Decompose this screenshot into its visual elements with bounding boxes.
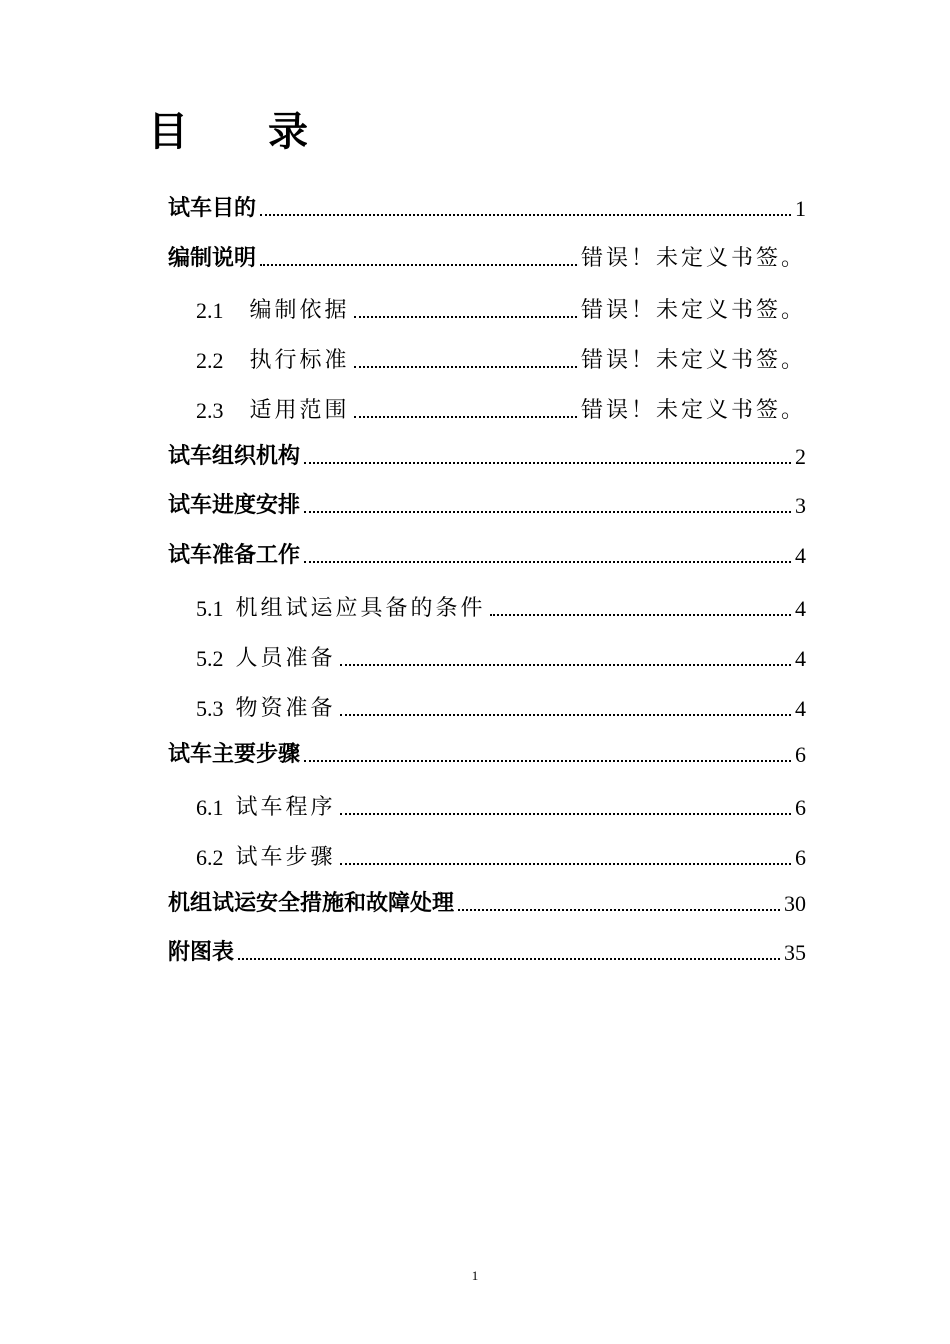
toc-entry-page: 错误！未定义书签。 — [580, 298, 806, 323]
toc-entry[interactable] — [168, 436, 806, 472]
toc-entry-page: 4 — [795, 543, 806, 568]
toc-entry-label: 试车程序 — [235, 795, 336, 820]
title-char-left: 目 — [148, 109, 188, 155]
toc-entry[interactable] — [168, 485, 806, 521]
toc-leader — [260, 214, 791, 216]
toc-entry-label: 附图表 — [168, 940, 235, 965]
title-char-right: 录 — [268, 109, 308, 155]
toc-leader — [354, 416, 577, 418]
toc-entry-label: 机组试运安全措施和故障处理 — [168, 891, 455, 916]
toc-entry[interactable] — [196, 837, 806, 873]
toc-entry[interactable] — [196, 638, 806, 674]
toc-entry-page: 错误！未定义书签。 — [580, 246, 806, 271]
toc-entry-page: 1 — [795, 196, 806, 221]
toc-entry-label: 试车目的 — [168, 196, 257, 221]
toc-entry-label: 试车主要步骤 — [168, 742, 301, 767]
toc-leader — [354, 316, 577, 318]
toc-entry[interactable] — [168, 535, 806, 571]
toc-entry[interactable] — [196, 588, 806, 624]
page-title — [148, 100, 308, 157]
toc-entry-label: 机组试运应具备的条件 — [235, 596, 486, 621]
toc-entry-number: 6.2 — [196, 845, 224, 870]
toc-entry[interactable] — [168, 238, 806, 274]
toc-entry-page: 错误！未定义书签。 — [580, 348, 806, 373]
toc-entry[interactable] — [168, 188, 806, 224]
toc-entry-label: 适用范围 — [249, 398, 350, 423]
toc-entry[interactable] — [168, 734, 806, 770]
toc-entry-label: 人员准备 — [235, 646, 336, 671]
toc-entry-number: 5.2 — [196, 646, 224, 671]
toc-entry-label: 物资准备 — [235, 696, 336, 721]
toc-leader — [490, 614, 791, 616]
toc-entry[interactable] — [168, 932, 806, 968]
toc-entry-label: 执行标准 — [249, 348, 350, 373]
toc-entry-number: 5.3 — [196, 696, 224, 721]
toc-entry-number: 5.1 — [196, 596, 224, 621]
toc-leader — [340, 863, 791, 865]
toc-entry-label: 试车步骤 — [235, 845, 336, 870]
toc-entry-page: 6 — [795, 742, 806, 767]
toc-entry-page: 3 — [795, 493, 806, 518]
toc-leader — [458, 909, 780, 911]
toc-entry-label: 编制依据 — [249, 298, 350, 323]
toc-entry[interactable] — [196, 340, 806, 376]
toc-leader — [238, 958, 780, 960]
toc-leader — [340, 813, 791, 815]
toc-leader — [340, 664, 791, 666]
toc-entry[interactable] — [196, 787, 806, 823]
toc-entry-number: 6.1 — [196, 795, 224, 820]
toc-entry-label: 试车组织机构 — [168, 444, 301, 469]
toc-leader — [304, 561, 791, 563]
toc-entry[interactable] — [168, 883, 806, 919]
toc-entry-number: 2.3 — [196, 398, 224, 423]
toc-entry-page: 30 — [784, 891, 806, 916]
toc-entry-page: 错误！未定义书签。 — [580, 398, 806, 423]
toc-entry[interactable] — [196, 688, 806, 724]
toc-entry[interactable] — [196, 390, 806, 426]
toc-entry-page: 4 — [795, 696, 806, 721]
toc-entry-label: 编制说明 — [168, 246, 257, 271]
toc-leader — [260, 264, 577, 266]
toc-entry-number: 2.2 — [196, 348, 224, 373]
toc-entry-label: 试车准备工作 — [168, 543, 301, 568]
toc-entry-page: 35 — [784, 940, 806, 965]
toc-leader — [304, 511, 791, 513]
toc-leader — [304, 760, 791, 762]
toc-entry-label: 试车进度安排 — [168, 493, 301, 518]
page-number: 1 — [471, 1268, 479, 1283]
toc-leader — [304, 462, 791, 464]
toc-leader — [340, 714, 791, 716]
toc-entry-page: 4 — [795, 646, 806, 671]
toc-entry-page: 2 — [795, 444, 806, 469]
toc-entry-page: 6 — [795, 795, 806, 820]
toc-entry[interactable] — [196, 290, 806, 326]
toc-entry-page: 6 — [795, 845, 806, 870]
toc-entry-page: 4 — [795, 596, 806, 621]
toc-leader — [354, 366, 577, 368]
toc-entry-number: 2.1 — [196, 298, 224, 323]
